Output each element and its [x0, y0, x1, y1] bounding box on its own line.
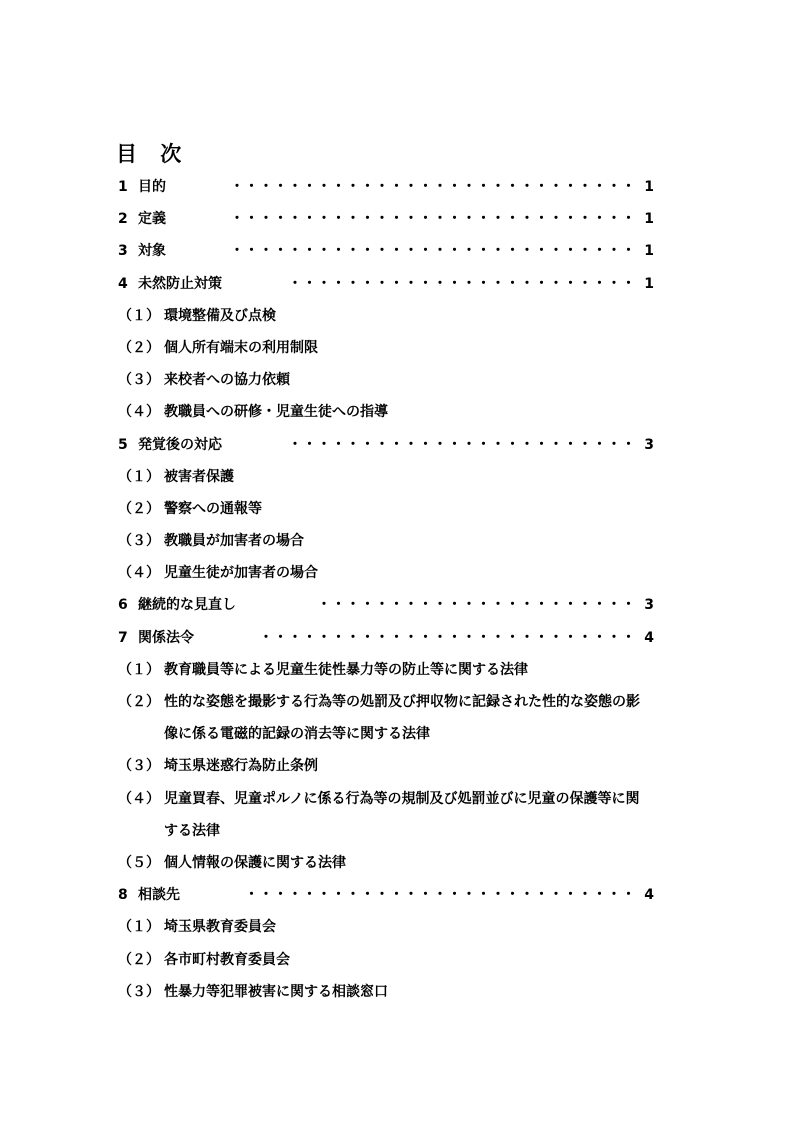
toc-subsection-row[interactable] [118, 944, 658, 976]
subsection-number: （１） [118, 307, 160, 324]
subsection-number: （３） [118, 533, 160, 550]
toc-subsection-row[interactable] [118, 783, 658, 847]
section-title: 対象 [138, 243, 166, 260]
section-title: 発覚後の対応 [138, 436, 222, 453]
subsection-number: （２） [118, 500, 160, 517]
subsection-number: （２） [118, 339, 160, 356]
section-number: 4 [118, 275, 128, 292]
subsection-number: （５） [118, 854, 160, 871]
toc-section-row[interactable] [118, 203, 658, 235]
subsection-number: （３） [118, 983, 160, 1000]
toc-subsection-row[interactable] [118, 525, 658, 557]
subsection-title: 教育職員等による児童生徒性暴力等の防止等に関する法律 [164, 661, 528, 678]
dot-leader: ・・・・・・・・・・・・・・・・・・・・・・・・・・・・ [230, 179, 636, 195]
toc-section-row[interactable] [118, 879, 658, 911]
page-title: 目 次 [116, 142, 190, 166]
dot-leader: ・・・・・・・・・・・・・・・・・・・・・・・・・・・ [244, 887, 636, 904]
toc-subsection-row[interactable] [118, 847, 658, 879]
subsection-title: 個人情報の保護に関する法律 [164, 854, 346, 871]
section-number: 8 [118, 887, 128, 904]
page-number: 4 [644, 887, 654, 904]
subsection-title: 教職員が加害者の場合 [164, 533, 304, 550]
subsection-number: （２） [118, 694, 160, 710]
subsection-title: 被害者保護 [164, 468, 234, 485]
dot-leader: ・・・・・・・・・・・・・・・・・・・・・・ [317, 597, 636, 614]
toc-subsection-row[interactable] [118, 461, 658, 493]
toc-subsection-row[interactable] [118, 911, 658, 943]
page-number: 1 [644, 179, 654, 195]
subsection-title: 児童買春、児童ポルノに係る行為等の規制及び処罰並びに児童の保護等に関する法律 [164, 790, 640, 839]
toc-section-row[interactable] [118, 429, 658, 461]
subsection-number: （４） [118, 790, 160, 807]
section-number: 2 [118, 211, 128, 228]
subsection-title: 埼玉県教育委員会 [164, 919, 276, 936]
section-title: 相談先 [138, 887, 180, 904]
toc-subsection-row[interactable] [118, 750, 658, 782]
subsection-title: 埼玉県迷惑行為防止条例 [164, 758, 318, 775]
toc-section-row[interactable] [118, 268, 658, 300]
page-number: 3 [644, 597, 654, 614]
subsection-title: 各市町村教育委員会 [164, 951, 290, 968]
dot-leader: ・・・・・・・・・・・・・・・・・・・・・・・・・・・・ [230, 243, 636, 260]
section-number: 5 [118, 436, 128, 453]
page-number: 3 [644, 436, 654, 453]
section-number: 3 [118, 243, 128, 260]
section-title: 目的 [138, 179, 166, 195]
table-of-contents [118, 171, 658, 1008]
toc-section-row[interactable] [118, 171, 658, 203]
subsection-number: （１） [118, 468, 160, 485]
toc-section-row[interactable] [118, 589, 658, 621]
subsection-number: （３） [118, 758, 160, 775]
subsection-number: （１） [118, 919, 160, 936]
subsection-number: （４） [118, 565, 160, 582]
subsection-title: 個人所有端末の利用制限 [164, 339, 318, 356]
section-number: 6 [118, 597, 128, 614]
subsection-number: （１） [118, 661, 160, 678]
subsection-title: 警察への通報等 [164, 500, 262, 517]
subsection-title: 性的な姿態を撮影する行為等の処罰及び押収物に記録された性的な姿態の影像に係る電磁的記録の消去等に関する法律 [164, 694, 640, 743]
section-title: 関係法令 [138, 629, 194, 646]
subsection-title: 来校者への協力依頼 [164, 372, 290, 389]
toc-subsection-row[interactable] [118, 654, 658, 686]
toc-subsection-row[interactable] [118, 976, 658, 1008]
section-number: 1 [118, 179, 128, 195]
page-number: 1 [644, 275, 654, 292]
subsection-title: 環境整備及び点検 [164, 307, 276, 324]
section-title: 継続的な見直し [138, 597, 236, 614]
section-title: 定義 [138, 211, 166, 228]
dot-leader: ・・・・・・・・・・・・・・・・・・・・・・・・・・・・ [230, 211, 636, 228]
toc-section-row[interactable] [118, 235, 658, 267]
subsection-title: 教職員への研修・児童生徒への指導 [164, 404, 388, 421]
dot-leader: ・・・・・・・・・・・・・・・・・・・・・・・・・・ [259, 629, 636, 646]
page-number: 4 [644, 629, 654, 646]
page-number: 1 [644, 243, 654, 260]
dot-leader: ・・・・・・・・・・・・・・・・・・・・・・・・ [288, 275, 636, 292]
subsection-number: （２） [118, 951, 160, 968]
page-number: 1 [644, 211, 654, 228]
toc-subsection-row[interactable] [118, 364, 658, 396]
toc-subsection-row[interactable] [118, 557, 658, 589]
subsection-number: （３） [118, 372, 160, 389]
subsection-title: 性暴力等犯罪被害に関する相談窓口 [164, 983, 388, 1000]
toc-subsection-row[interactable] [118, 686, 658, 750]
toc-subsection-row[interactable] [118, 493, 658, 525]
section-number: 7 [118, 629, 128, 646]
section-title: 未然防止対策 [138, 275, 222, 292]
subsection-number: （４） [118, 404, 160, 421]
toc-subsection-row[interactable] [118, 396, 658, 428]
subsection-title: 児童生徒が加害者の場合 [164, 565, 318, 582]
toc-subsection-row[interactable] [118, 332, 658, 364]
toc-section-row[interactable] [118, 622, 658, 654]
toc-subsection-row[interactable] [118, 300, 658, 332]
dot-leader: ・・・・・・・・・・・・・・・・・・・・・・・・ [288, 436, 636, 453]
